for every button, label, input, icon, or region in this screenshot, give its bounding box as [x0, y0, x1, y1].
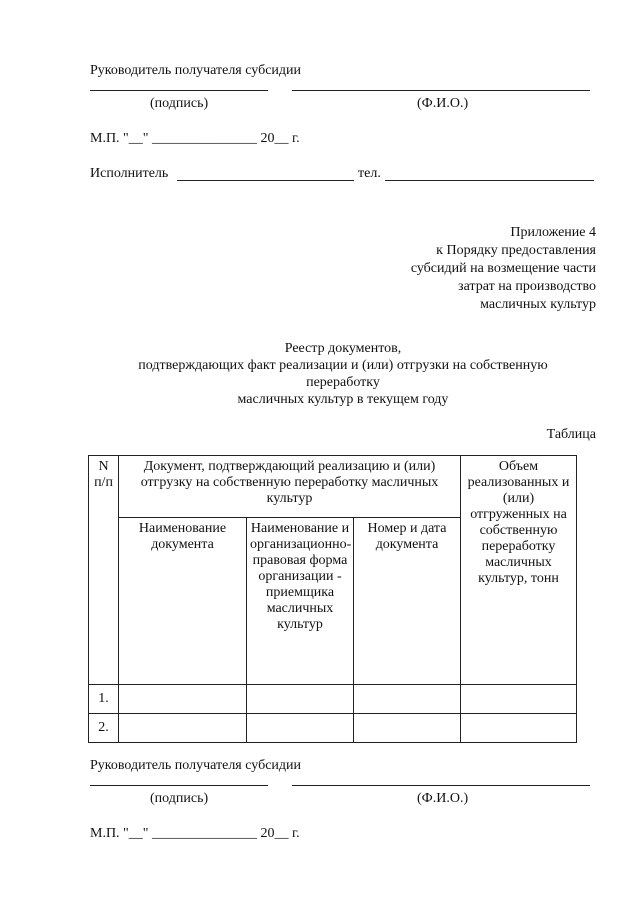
table-cell	[119, 714, 247, 743]
appendix-line-5: масличных культур	[480, 297, 596, 312]
title-line-3: переработку	[306, 375, 380, 390]
bottom-signature-line	[90, 785, 268, 786]
table-row	[89, 714, 577, 743]
table-cell	[119, 685, 247, 714]
appendix-line-3: субсидий на возмещение части	[410, 261, 596, 276]
fio-line	[292, 90, 590, 91]
table-header-row-1	[89, 456, 577, 518]
executor-label: Исполнитель	[90, 166, 169, 181]
registry-table	[88, 455, 577, 743]
bottom-head-of-recipient-label: Руководитель получателя субсидии	[90, 758, 302, 773]
bottom-fio-line	[292, 785, 590, 786]
row-number: 2.	[89, 714, 119, 743]
table-cell	[461, 685, 577, 714]
seal-date-line: М.П. "__" _______________ 20__ г.	[90, 131, 300, 146]
table-row	[89, 685, 577, 714]
appendix-line-4: затрат на производство	[458, 279, 596, 294]
appendix-line-2: к Порядку предоставления	[436, 243, 596, 258]
col-document-name-header: Наименование документа	[119, 518, 247, 685]
table-cell	[354, 714, 461, 743]
fio-caption: (Ф.И.О.)	[417, 96, 469, 111]
col-number-header: N п/п	[89, 456, 119, 685]
table-cell	[461, 714, 577, 743]
col-document-number-header: Номер и дата документа	[354, 518, 461, 685]
row-number: 1.	[89, 685, 119, 714]
table-cell	[354, 685, 461, 714]
signature-line	[90, 90, 268, 91]
head-of-recipient-label: Руководитель получателя субсидии	[90, 63, 302, 78]
table-cell	[247, 685, 354, 714]
table-cell	[247, 714, 354, 743]
executor-line	[177, 180, 354, 181]
table-label: Таблица	[546, 427, 596, 442]
col-document-group-header: Документ, подтверждающий реализацию и (или) отгрузку на собственную переработку масличных культур	[119, 456, 461, 518]
bottom-seal-date-line: М.П. "__" _______________ 20__ г.	[90, 826, 300, 841]
appendix-line-1: Приложение 4	[510, 225, 596, 240]
col-volume-header: Объем реализованных и (или) отгруженных на собственную переработку масличных культур, тонн	[461, 456, 577, 685]
phone-label: тел.	[358, 166, 381, 181]
signature-caption: (подпись)	[150, 96, 209, 111]
title-line-2: подтверждающих факт реализации и (или) отгрузки на собственную	[138, 358, 548, 373]
phone-line	[385, 180, 594, 181]
title-line-1: Реестр документов,	[284, 341, 402, 356]
bottom-signature-caption: (подпись)	[150, 791, 209, 806]
title-line-4: масличных культур в текущем году	[237, 392, 449, 407]
bottom-fio-caption: (Ф.И.О.)	[417, 791, 469, 806]
col-organization-header: Наименование и организационно-правовая форма организации - приемщика масличных культур	[247, 518, 354, 685]
